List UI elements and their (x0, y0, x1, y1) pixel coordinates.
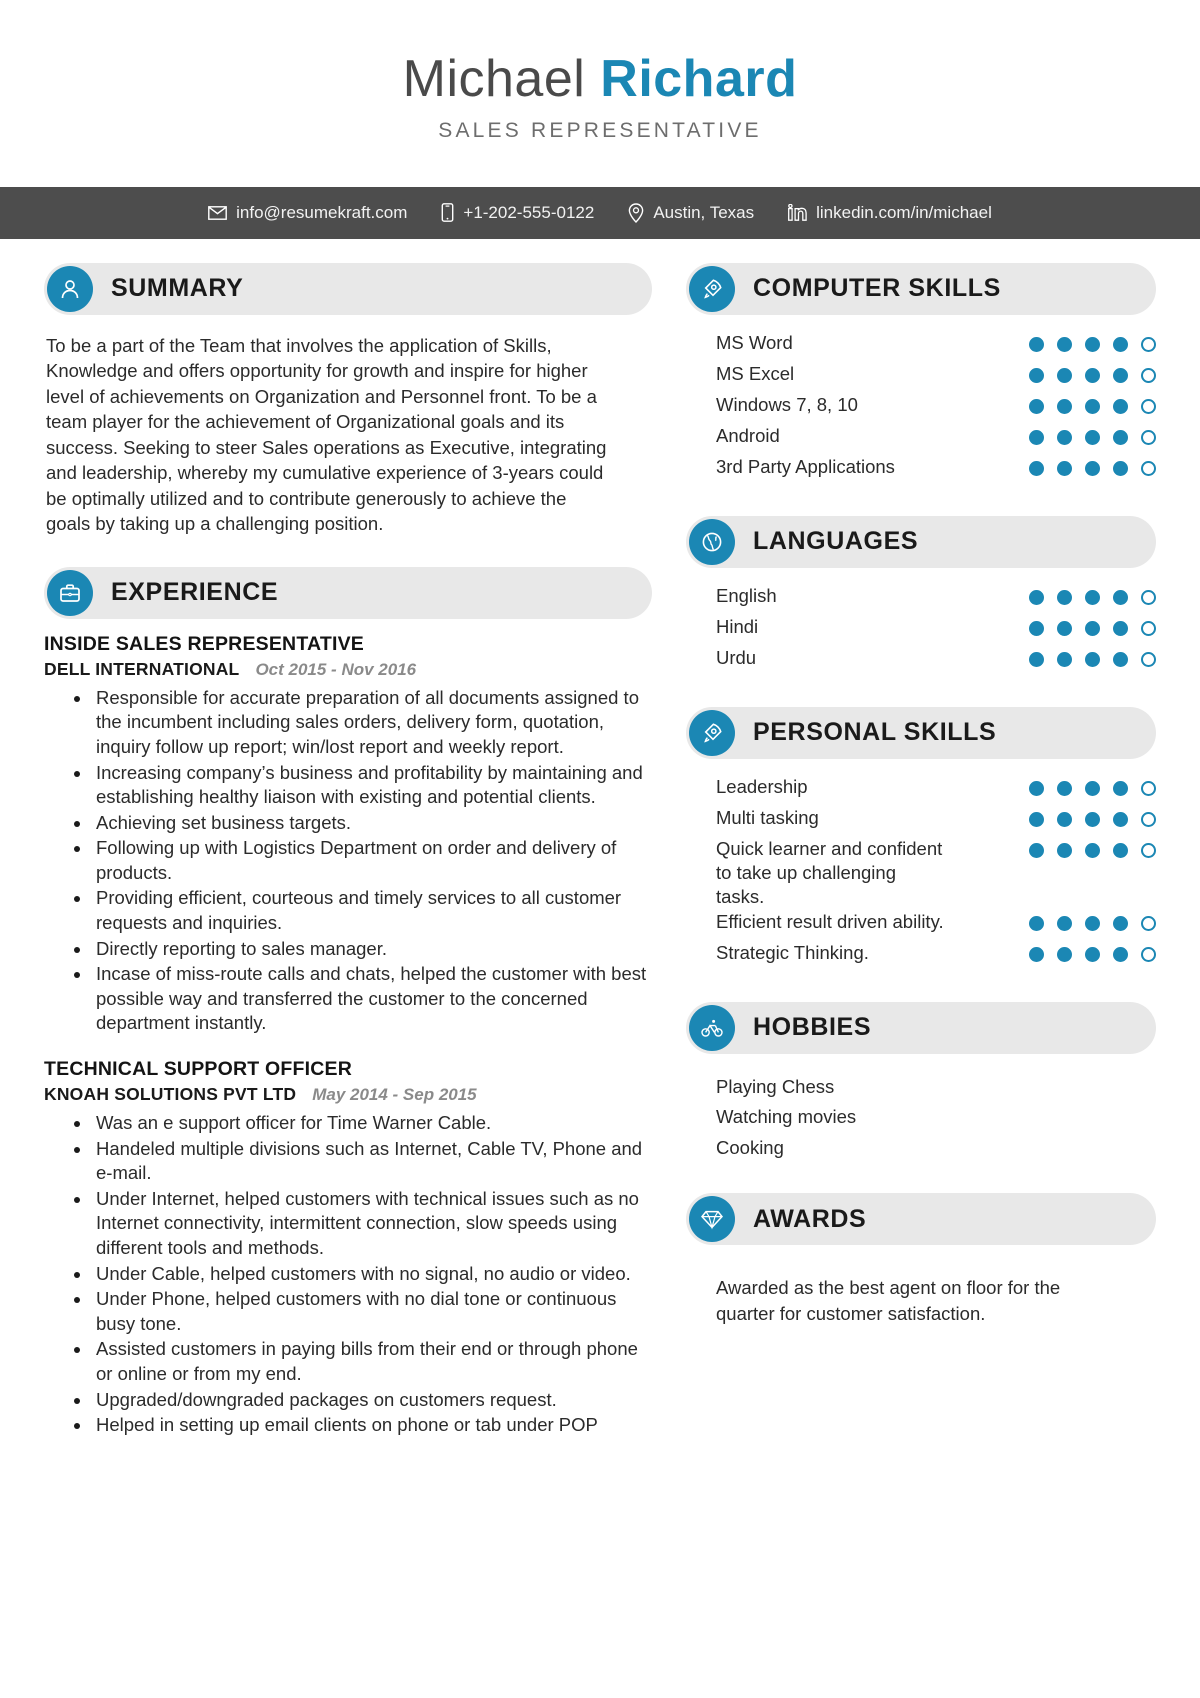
rating-row (716, 331, 1156, 362)
contact-bar (0, 187, 1200, 239)
rating-dots (1029, 455, 1156, 476)
rating-dots (1029, 362, 1156, 383)
rating-dots (1029, 910, 1156, 931)
section-title-summary: SUMMARY (111, 274, 244, 303)
section-title-computer-skills: COMPUTER SKILLS (753, 274, 1001, 303)
experience-company: DELL INTERNATIONAL (44, 658, 240, 679)
list-item: Under Cable, helped customers with no signal, no audio or video. (74, 1262, 652, 1287)
rocket-icon (689, 710, 735, 756)
rating-label: English (716, 584, 777, 606)
rating-row (716, 646, 1156, 677)
rating-row (716, 615, 1156, 646)
rating-label: Strategic Thinking. (716, 941, 869, 963)
section-title-hobbies: HOBBIES (753, 1013, 872, 1042)
section-header-experience (44, 567, 652, 619)
list-item: Upgraded/downgraded packages on customers request. (74, 1388, 652, 1413)
contact-linkedin-text: linkedin.com/in/michael (816, 202, 992, 222)
contact-email-text: info@resumekraft.com (236, 202, 408, 222)
section-header-awards (686, 1193, 1156, 1245)
rating-label: Leadership (716, 775, 808, 797)
location-pin-icon (628, 203, 644, 223)
contact-email[interactable] (208, 203, 407, 223)
list-item: Assisted customers in paying bills from their end or through phone or online or from my end. (74, 1337, 652, 1386)
list-item: Was an e support officer for Time Warner Cable. (74, 1111, 652, 1136)
list-item: Increasing company’s business and profitability by maintaining and establishing healthy liaison with existing and potential clients. (74, 761, 652, 810)
section-header-languages (686, 516, 1156, 568)
section-title-languages: LANGUAGES (753, 527, 919, 556)
contact-location[interactable] (628, 203, 754, 223)
experience-role: INSIDE SALES REPRESENTATIVE (44, 632, 364, 655)
rating-label: Android (716, 424, 780, 446)
envelope-icon (208, 206, 227, 220)
rating-row (716, 455, 1156, 486)
rating-label: Hindi (716, 615, 759, 637)
experience-entry (44, 633, 652, 1036)
bicycle-icon (689, 1005, 735, 1051)
list-item: Playing Chess (716, 1075, 835, 1097)
resume-body (0, 239, 1200, 1439)
resume-header (0, 0, 1200, 143)
rating-dots (1029, 331, 1156, 352)
rating-row (716, 941, 1156, 972)
experience-dates: Oct 2015 - Nov 2016 (255, 659, 417, 679)
experience-entry (44, 1058, 652, 1438)
section-title-awards: AWARDS (753, 1204, 867, 1233)
contact-phone-text: +1-202-555-0122 (463, 202, 595, 222)
personal-skills-list (686, 773, 1156, 972)
rating-label: Multi tasking (716, 806, 819, 828)
rating-dots (1029, 775, 1156, 796)
rocket-icon (689, 266, 735, 312)
list-item: Under Phone, helped customers with no dial tone or continuous busy tone. (74, 1287, 652, 1336)
list-item: Watching movies (716, 1106, 857, 1128)
experience-meta (44, 1084, 652, 1105)
contact-linkedin[interactable] (788, 203, 992, 223)
rating-label: MS Word (716, 331, 793, 353)
rating-label: Windows 7, 8, 10 (716, 393, 858, 415)
rating-dots (1029, 584, 1156, 605)
rating-row (716, 837, 1156, 910)
rating-dots (1029, 424, 1156, 445)
experience-meta (44, 659, 652, 680)
experience-company: KNOAH SOLUTIONS PVT LTD (44, 1084, 297, 1105)
rating-dots (1029, 393, 1156, 414)
rating-dots (1029, 941, 1156, 962)
rating-row (716, 910, 1156, 941)
rating-dots (1029, 646, 1156, 667)
computer-skills-list (686, 329, 1156, 486)
list-item: Following up with Logistics Department on order and delivery of products. (74, 836, 652, 885)
rating-row (716, 806, 1156, 837)
hobbies-list (686, 1068, 1156, 1164)
list-item: Providing efficient, courteous and timely services to all customer requests and inquiries. (74, 886, 652, 935)
job-title: SALES REPRESENTATIVE (438, 118, 762, 142)
person-icon (47, 266, 93, 312)
rating-dots (1029, 806, 1156, 827)
section-header-personal-skills (686, 707, 1156, 759)
awards-text: Awarded as the best agent on floor for the quarter for customer satisfaction. (716, 1277, 1061, 1324)
list-item: Under Internet, helped customers with technical issues such as no Internet connectivity, intermittent connection, slow speeds using different tools and methods. (74, 1187, 652, 1261)
experience-role: TECHNICAL SUPPORT OFFICER (44, 1058, 352, 1081)
rating-row (716, 424, 1156, 455)
languages-list (686, 582, 1156, 677)
section-header-hobbies (686, 1002, 1156, 1054)
rating-label: Urdu (716, 646, 757, 668)
summary-text: To be a part of the Team that involves the application of Skills, Knowledge and offers opportunity for growth and inspire for higher level of achievements on Organization and Personnel front. To be a team player for the achievement of Organizational goals and its success. Seeking to steer Sales operations as Executive, integrating and leadership, whereby my cumulative experience of 3-years could be optimally utilized and to contribute generously to achieve the goals by taking up a challenging position. (46, 334, 607, 535)
list-item: Cooking (716, 1136, 784, 1158)
globe-icon (689, 519, 735, 565)
list-item: Directly reporting to sales manager. (74, 937, 652, 962)
experience-bullets (44, 686, 652, 1036)
rating-row (716, 584, 1156, 615)
candidate-name (0, 52, 1200, 107)
rating-dots (1029, 837, 1156, 858)
section-header-summary (44, 263, 652, 315)
section-title-personal-skills: PERSONAL SKILLS (753, 718, 997, 747)
list-item: Incase of miss-route calls and chats, helped the customer with best possible way and transferred the customer to the concerned department instantly. (74, 962, 652, 1036)
list-item: Helped in setting up email clients on phone or tab under POP (74, 1413, 652, 1438)
left-column (0, 239, 672, 1439)
list-item: Responsible for accurate preparation of all documents assigned to the incumbent including sales orders, delivery form, quotation, inquiry follow up report; win/lost report and weekly report. (74, 686, 652, 760)
rating-dots (1029, 615, 1156, 636)
list-item: Achieving set business targets. (74, 811, 652, 836)
rating-label: Quick learner and confident to take up challenging tasks. (716, 837, 943, 908)
experience-dates: May 2014 - Sep 2015 (312, 1085, 477, 1105)
rating-label: 3rd Party Applications (716, 455, 895, 477)
rating-row (716, 362, 1156, 393)
section-title-experience: EXPERIENCE (111, 578, 279, 607)
rating-row (716, 393, 1156, 424)
list-item: Handeled multiple divisions such as Internet, Cable TV, Phone and e-mail. (74, 1137, 652, 1186)
briefcase-icon (47, 570, 93, 616)
rating-label: MS Excel (716, 362, 795, 384)
contact-location-text: Austin, Texas (653, 202, 755, 222)
rating-row (716, 775, 1156, 806)
rating-label: Efficient result driven ability. (716, 910, 944, 932)
first-name: Michael (402, 50, 586, 108)
last-name: Richard (600, 50, 798, 108)
experience-bullets (44, 1111, 652, 1438)
linkedin-icon (788, 204, 807, 221)
section-header-computer-skills (686, 263, 1156, 315)
contact-phone[interactable] (441, 203, 594, 223)
right-column (672, 239, 1200, 1439)
phone-icon (441, 203, 454, 222)
